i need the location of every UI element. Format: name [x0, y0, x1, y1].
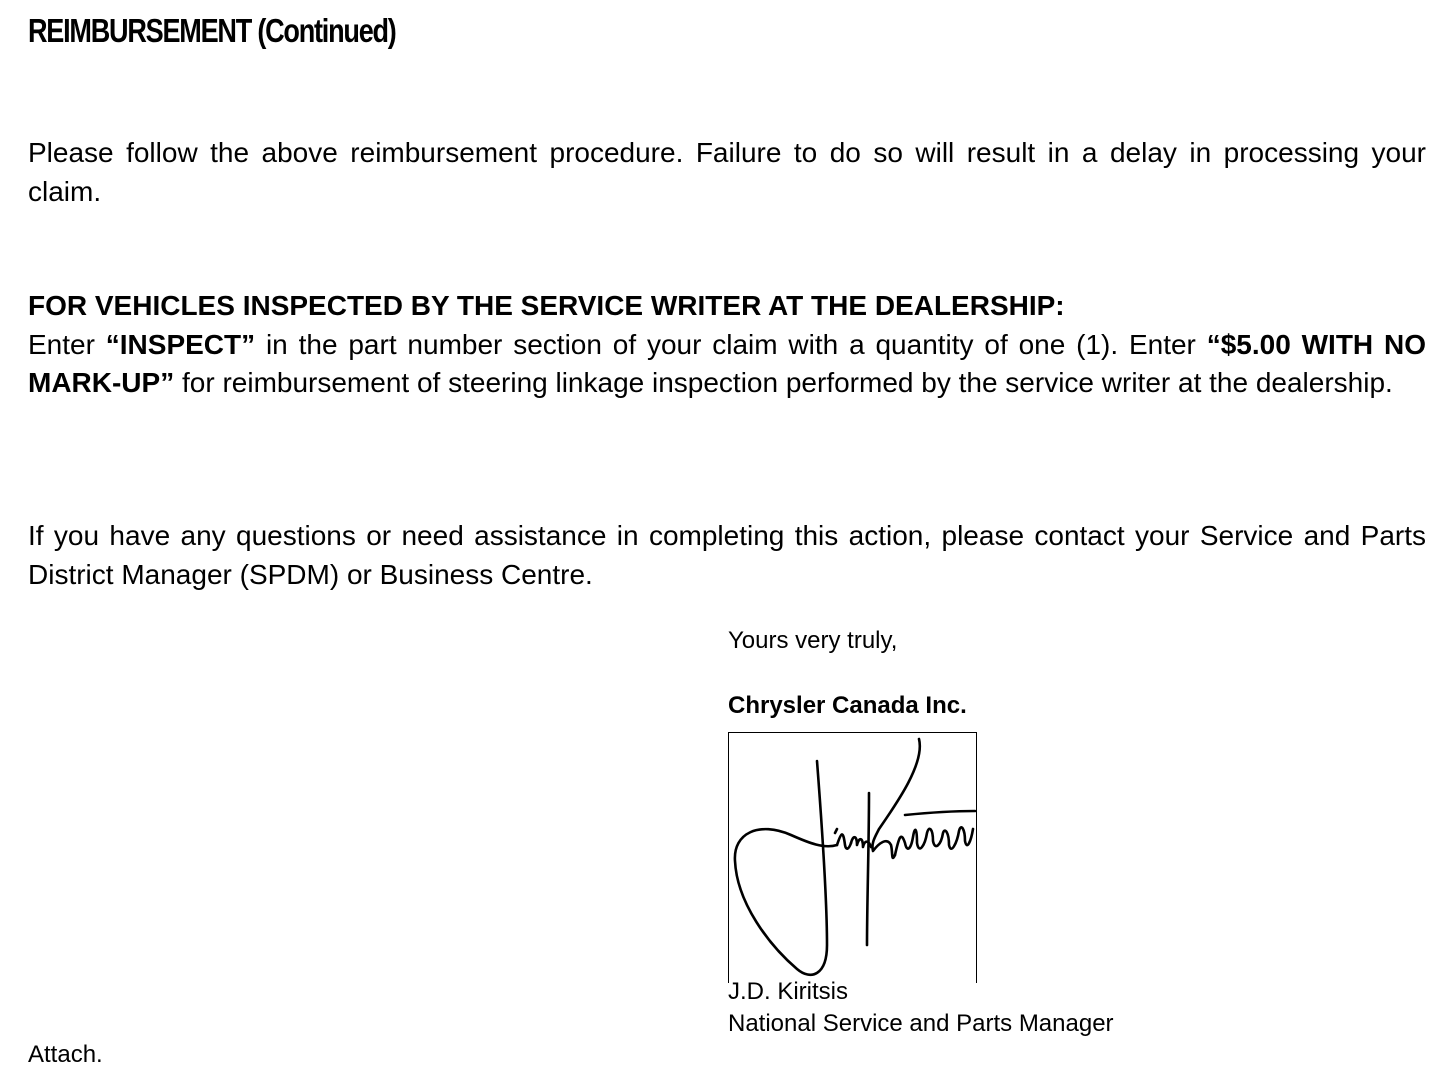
- section-heading: FOR VEHICLES INSPECTED BY THE SERVICE WRITER AT THE DEALERSHIP:: [28, 290, 1065, 321]
- service-writer-section: [28, 287, 1426, 403]
- page-heading: REIMBURSEMENT (Continued): [28, 12, 396, 49]
- contact-paragraph: If you have any questions or need assistance in completing this action, please contact your Service and Parts District Manager (SPDM) or Business Centre.: [28, 520, 1426, 590]
- signer-name: J.D. Kiritsis: [728, 978, 848, 1005]
- instruction-text-3: for reimbursement of steering linkage inspection performed by the service writer at the dealership.: [174, 367, 1393, 398]
- procedure-paragraph: Please follow the above reimbursement procedure. Failure to do so will result in a delay in processing your claim.: [28, 137, 1426, 207]
- attach-label: Attach.: [28, 1041, 103, 1068]
- instruction-text-1: Enter: [28, 328, 106, 360]
- instruction-text-2: in the part number section of your claim with a quantity of one (1). Enter: [255, 328, 1207, 360]
- instruction-bold-1: “INSPECT”: [105, 328, 256, 360]
- closing-text: Yours very truly,: [728, 627, 898, 654]
- signer-title: National Service and Parts Manager: [728, 1010, 1114, 1037]
- handwritten-signature: [729, 733, 978, 984]
- instruction-bold-2: “$5.00 WITH NO MARK-UP”: [28, 328, 1426, 398]
- company-name: Chrysler Canada Inc.: [728, 692, 967, 719]
- signature-box: [728, 732, 977, 983]
